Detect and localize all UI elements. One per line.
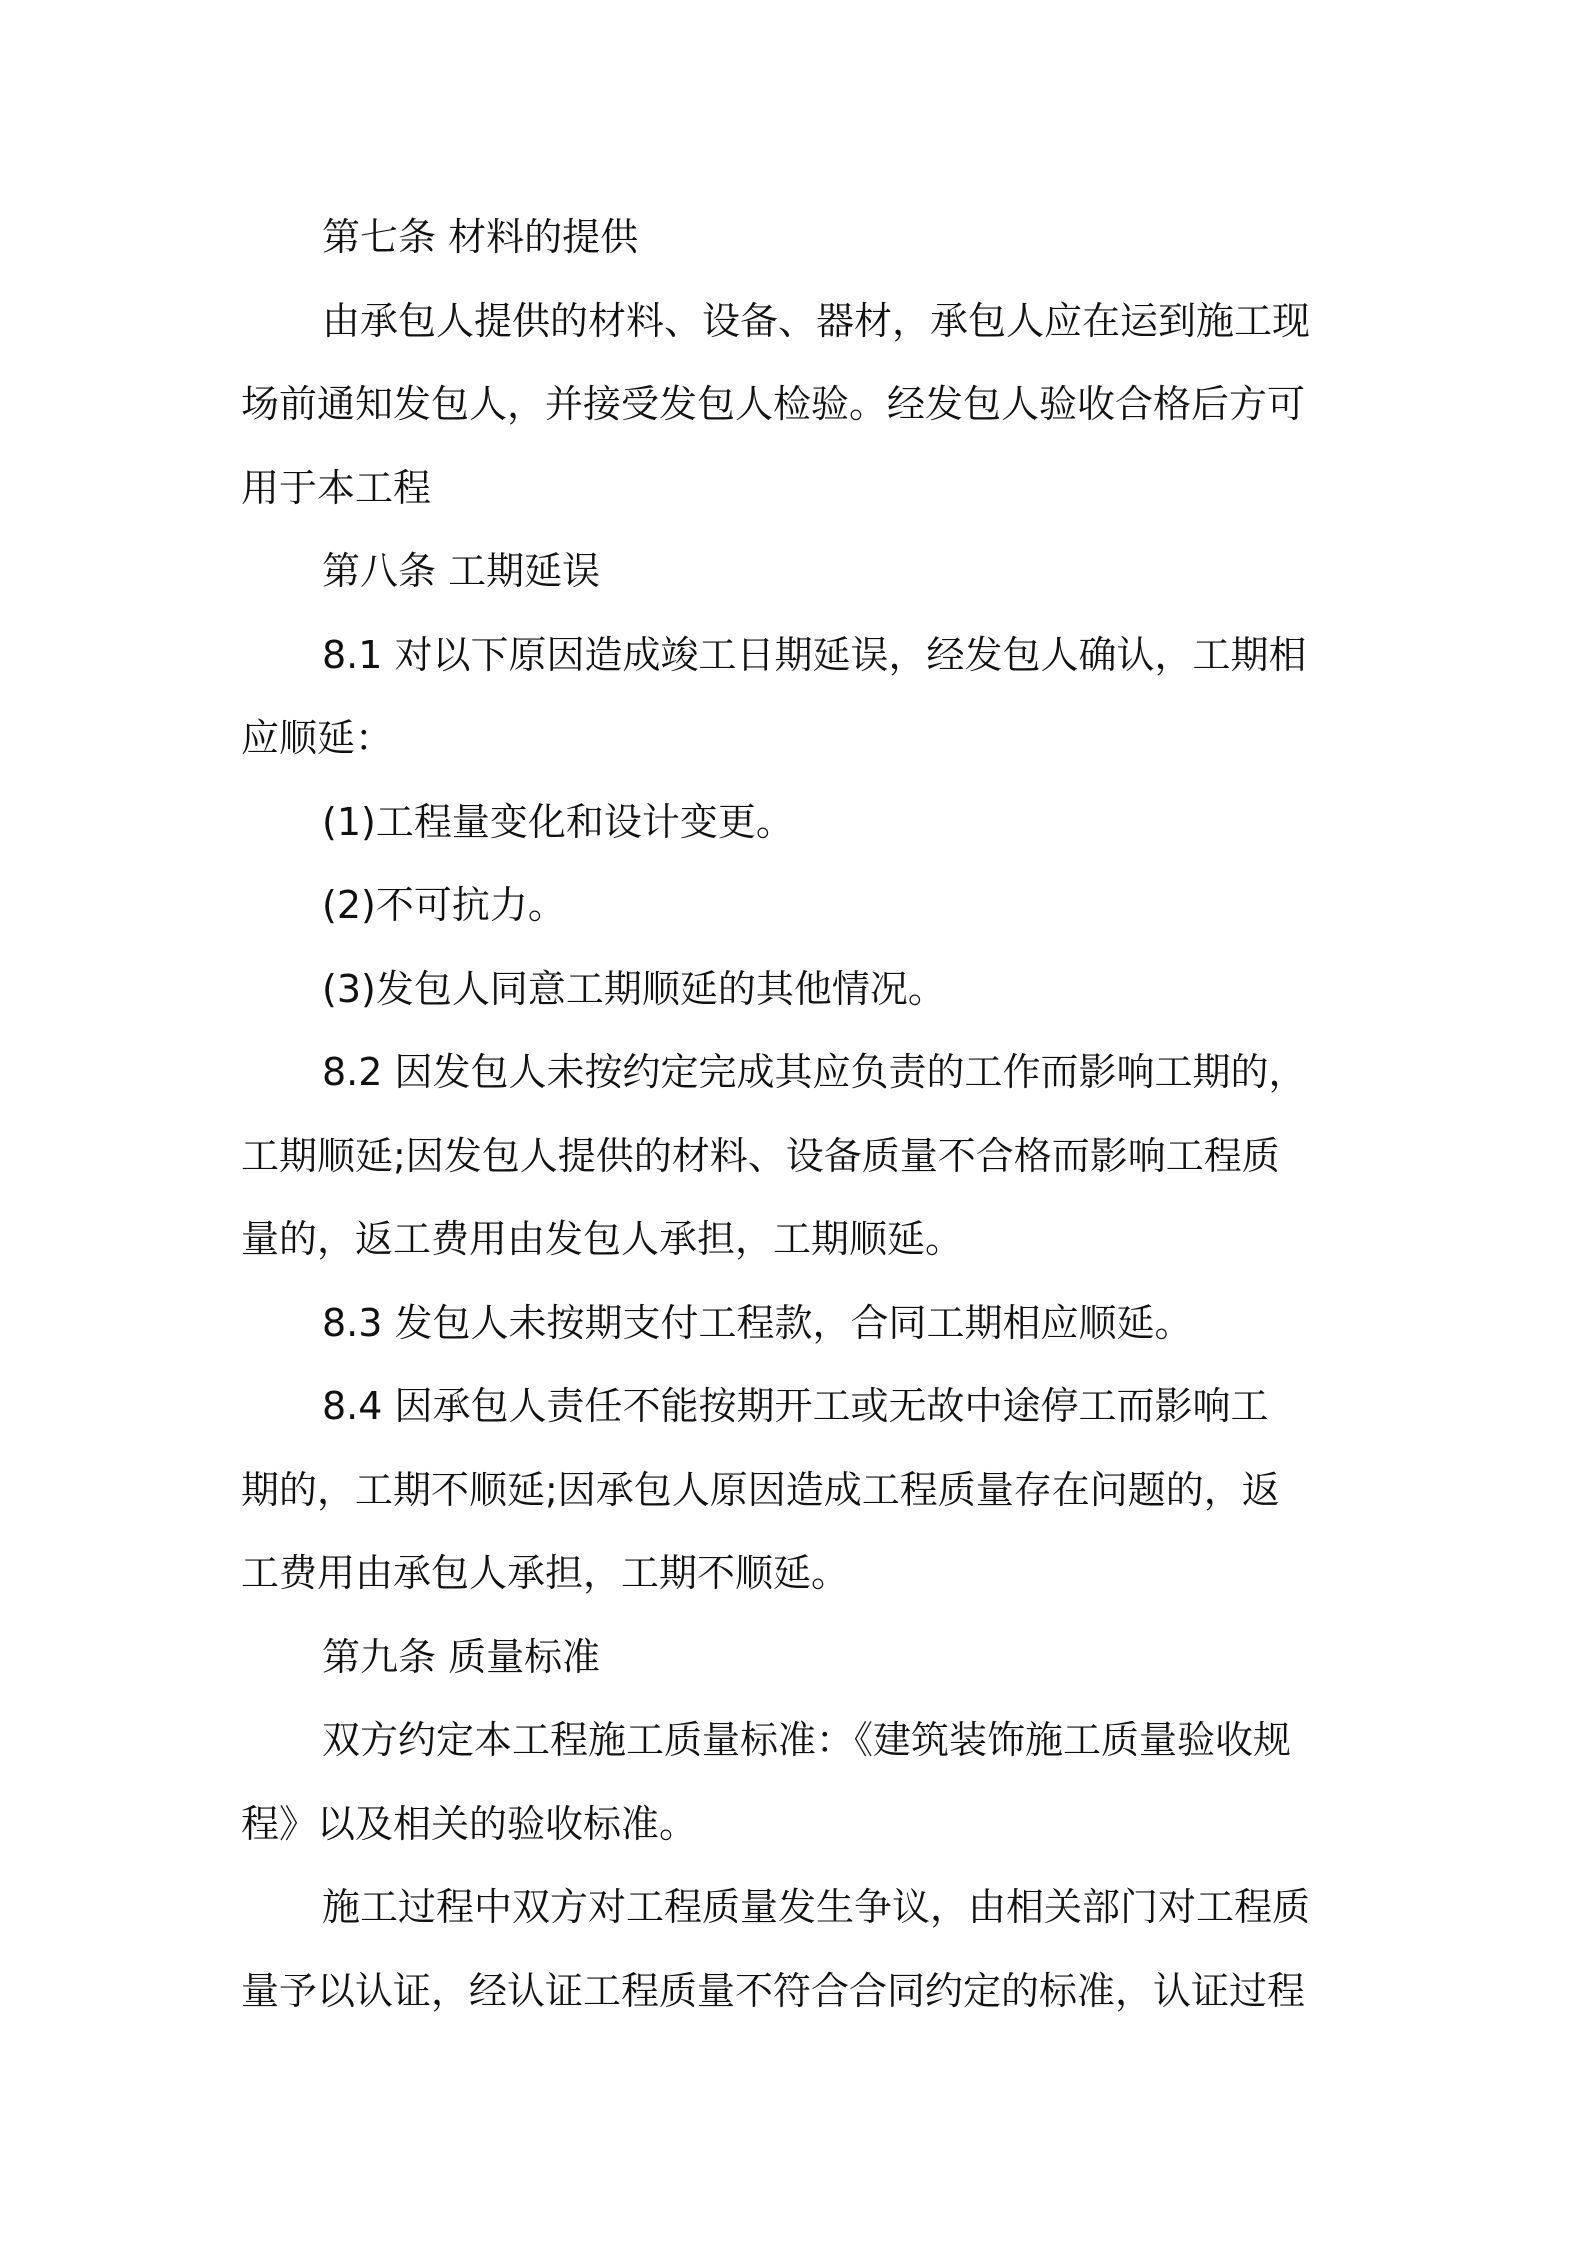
paragraph-line: 量予以认证，经认证工程质量不符合合同约定的标准，认证过程: [241, 1968, 1306, 2013]
paragraph-line: 施工过程中双方对工程质量发生争议，由相关部门对工程质: [322, 1885, 1311, 1929]
clause-8-4-line: 8.4 因承包人责任不能按期开工或无故中途停工而影响工: [322, 1384, 1269, 1428]
list-item-1: (1)工程量变化和设计变更。: [322, 799, 794, 844]
list-item-2: (2)不可抗力。: [322, 883, 566, 927]
paragraph-line: 用于本工程: [241, 465, 432, 510]
clause-8-1-line: 应顺延：: [241, 716, 394, 760]
clause-8-4-line: 期的，工期不顺延;因承包人原因造成工程质量存在问题的，返: [241, 1467, 1280, 1512]
paragraph-line: 双方约定本工程施工质量标准：《建筑装饰施工质量验收规: [322, 1718, 1292, 1762]
paragraph-line: 由承包人提供的材料、设备、器材，承包人应在运到施工现: [322, 298, 1311, 343]
list-item-3: (3)发包人同意工期顺延的其他情况。: [322, 966, 946, 1011]
clause-8-2-line: 8.2 因发包人未按约定完成其应负责的工作而影响工期的，: [322, 1050, 1307, 1094]
clause-8-2-line: 工期顺延;因发包人提供的材料、设备质量不合格而影响工程质: [241, 1133, 1280, 1178]
paragraph-line: 场前通知发包人，并接受发包人检验。经发包人验收合格后方可: [241, 382, 1306, 426]
paragraph-line: 程》以及相关的验收标准。: [241, 1801, 698, 1846]
clause-8-4-line: 工费用由承包人承担，工期不顺延。: [241, 1551, 850, 1595]
clause-8-3-line: 8.3 发包人未按期支付工程款，合同工期相应顺延。: [322, 1300, 1193, 1345]
heading-article-8: 第八条 工期延误: [322, 549, 601, 593]
heading-article-7: 第七条 材料的提供: [322, 215, 639, 259]
document-body: [241, 196, 1355, 2033]
heading-article-9: 第九条 质量标准: [322, 1634, 601, 1679]
clause-8-1-line: 8.1 对以下原因造成竣工日期延误，经发包人确认，工期相: [322, 632, 1307, 677]
clause-8-2-line: 量的，返工费用由发包人承担，工期顺延。: [241, 1217, 964, 1261]
